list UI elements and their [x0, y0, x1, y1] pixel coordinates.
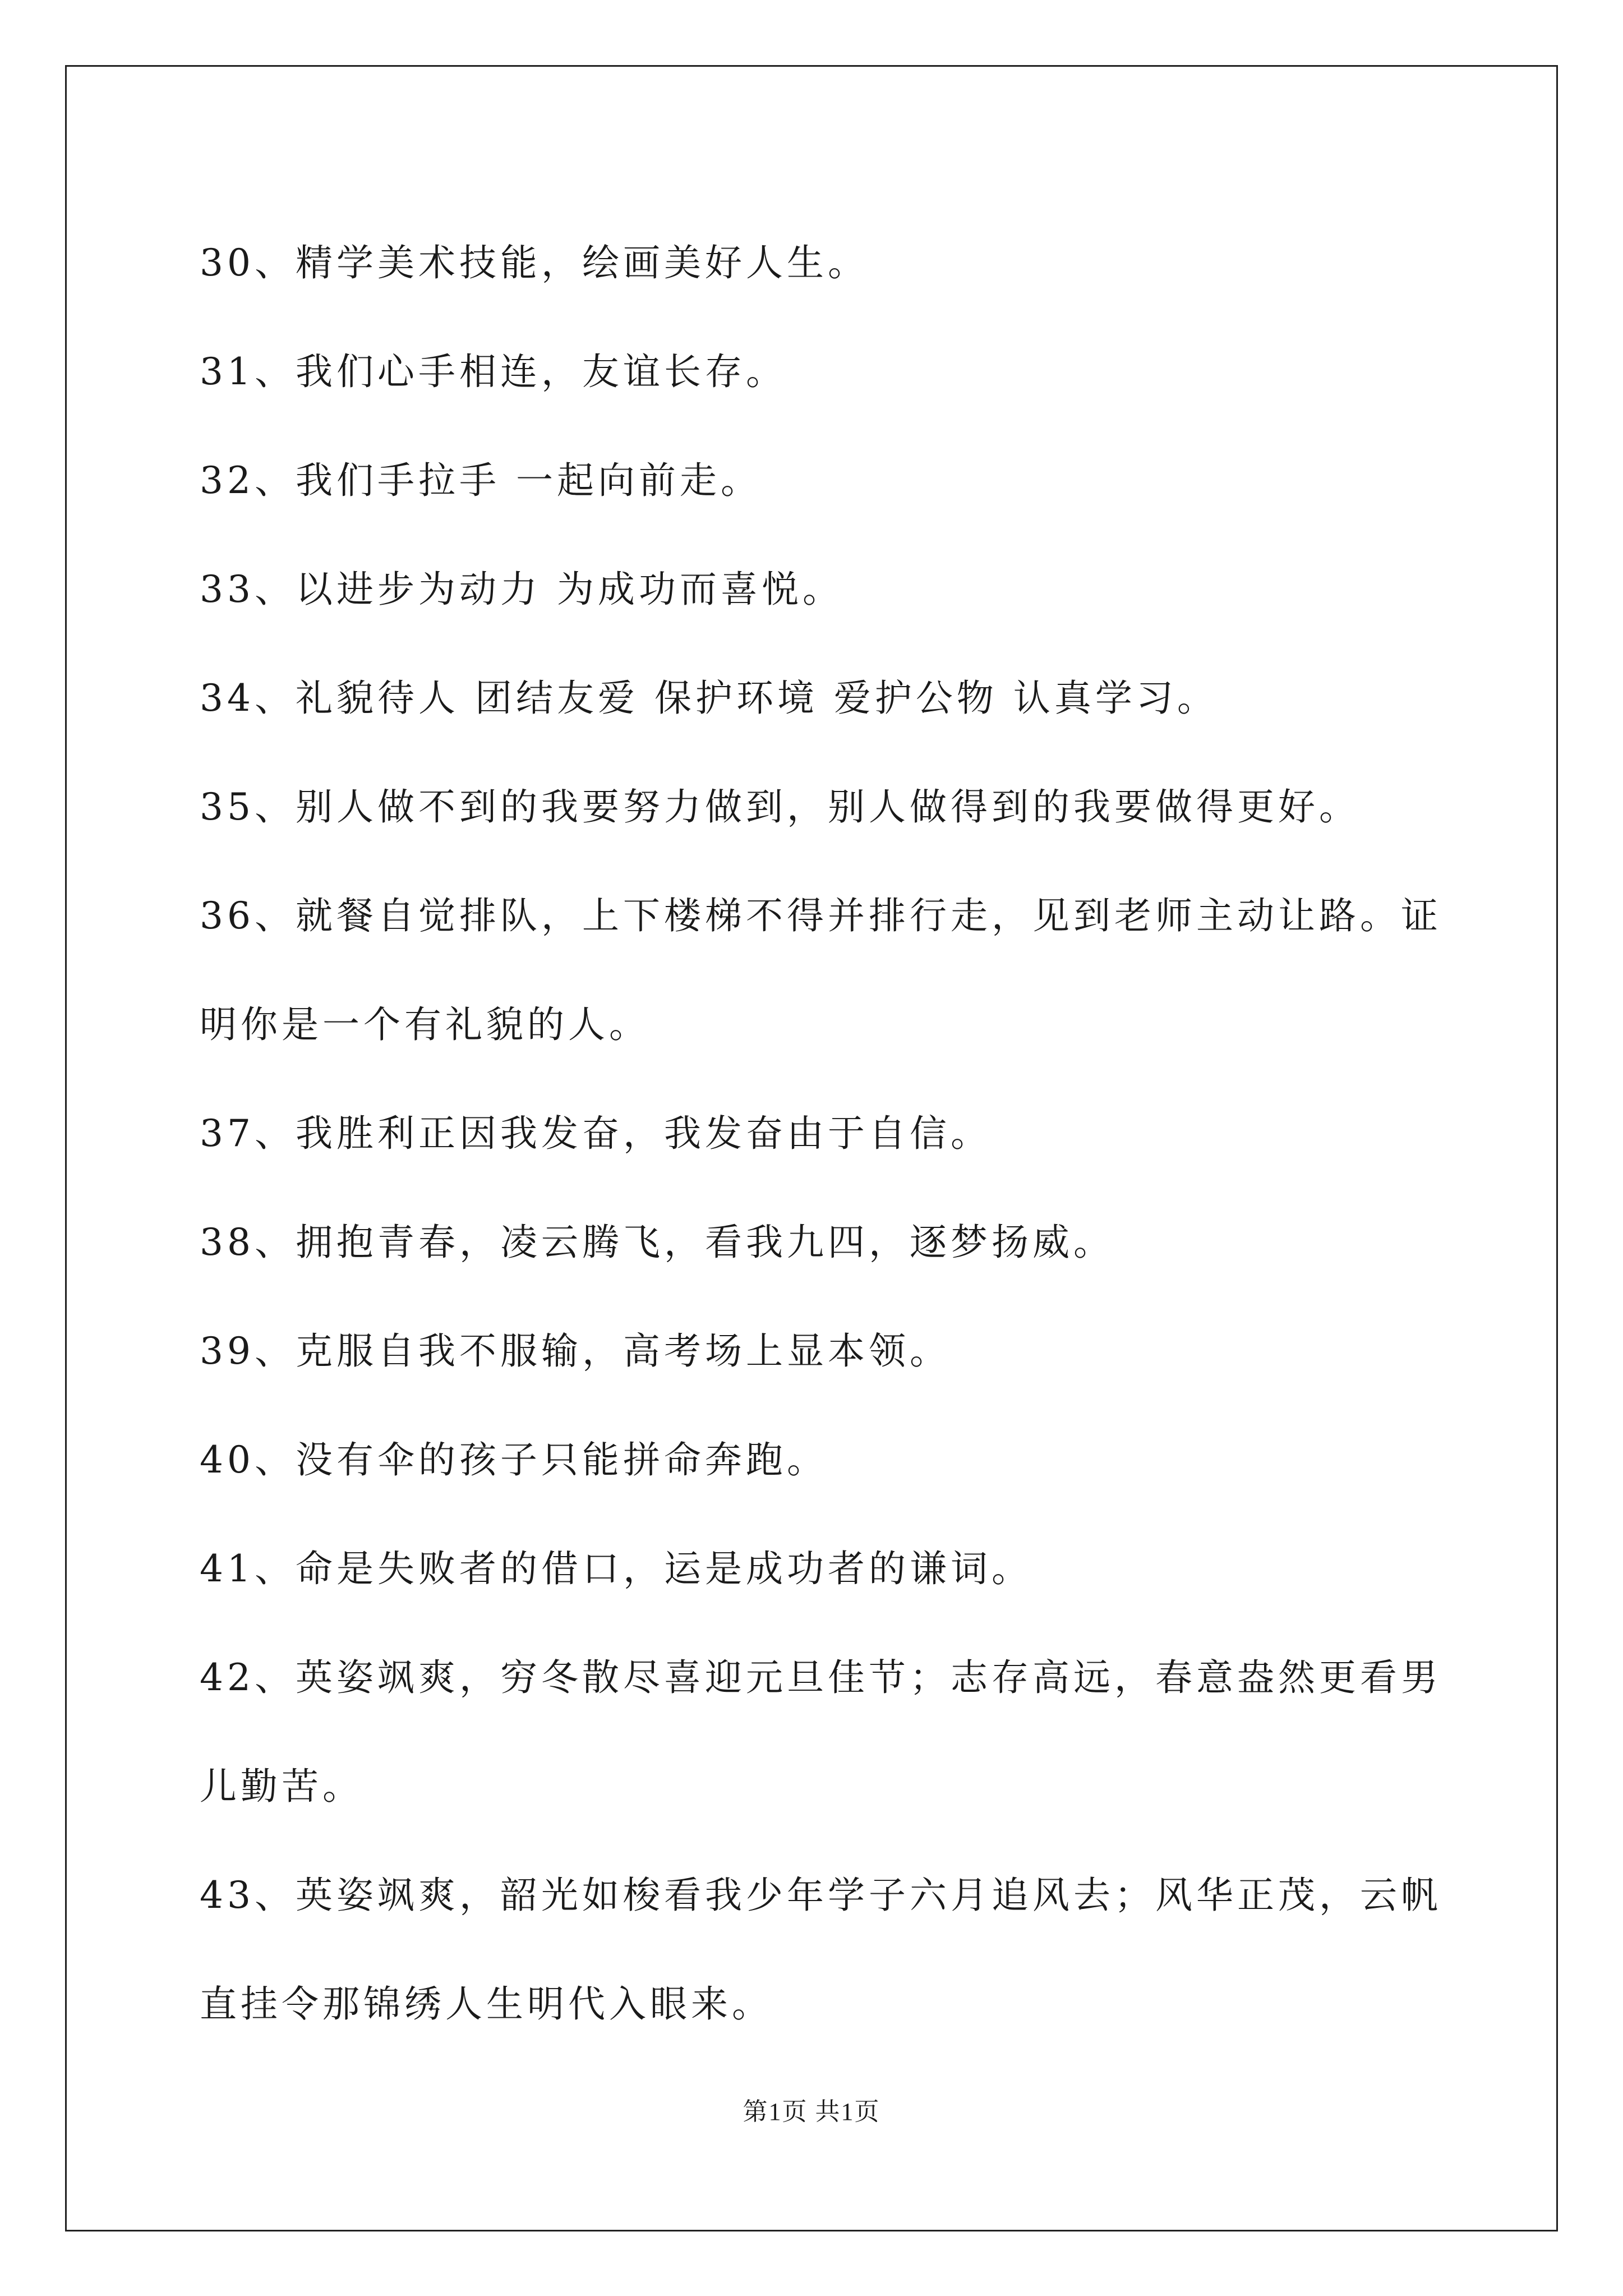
text-line: 37、我胜利正因我发奋，我发奋由于自信。 [200, 1112, 992, 1155]
text-line: 36、就餐自觉排队，上下楼梯不得并排行走，见到老师主动让路。证 [200, 894, 1442, 937]
text-line: 35、别人做不到的我要努力做到，别人做得到的我要做得更好。 [200, 785, 1360, 829]
text-line: 明你是一个有礼貌的人。 [200, 1003, 650, 1046]
text-line: 直挂令那锦绣人生明代入眼来。 [200, 1982, 773, 2026]
text-line: 儿勤苦。 [200, 1765, 363, 1808]
text-line: 33、以进步为动力 为成功而喜悦。 [200, 568, 843, 611]
text-line: 42、英姿飒爽，穷冬散尽喜迎元旦佳节；志存高远，春意盎然更看男 [200, 1656, 1442, 1699]
text-line: 38、拥抱青春，凌云腾飞，看我九四，逐梦扬威。 [200, 1221, 1114, 1264]
document-body [200, 209, 1456, 2059]
text-line: 30、精学美术技能，绘画美好人生。 [200, 241, 869, 284]
page-footer: 第1页 共1页 [743, 2098, 880, 2125]
text-line: 32、我们手拉手 一起向前走。 [200, 459, 762, 502]
text-line: 34、礼貌待人 团结友爱 保护环境 爱护公物 认真学习。 [200, 677, 1218, 720]
text-line: 39、克服自我不服输，高考场上显本领。 [200, 1329, 951, 1373]
text-line: 41、命是失败者的借口，运是成功者的谦词。 [200, 1547, 1032, 1590]
text-line: 40、没有伞的孩子只能拼命奔跑。 [200, 1438, 828, 1481]
text-line: 31、我们心手相连，友谊长存。 [200, 350, 787, 393]
text-line: 43、英姿飒爽，韶光如梭看我少年学子六月追风去；风华正茂，云帆 [200, 1874, 1442, 1917]
